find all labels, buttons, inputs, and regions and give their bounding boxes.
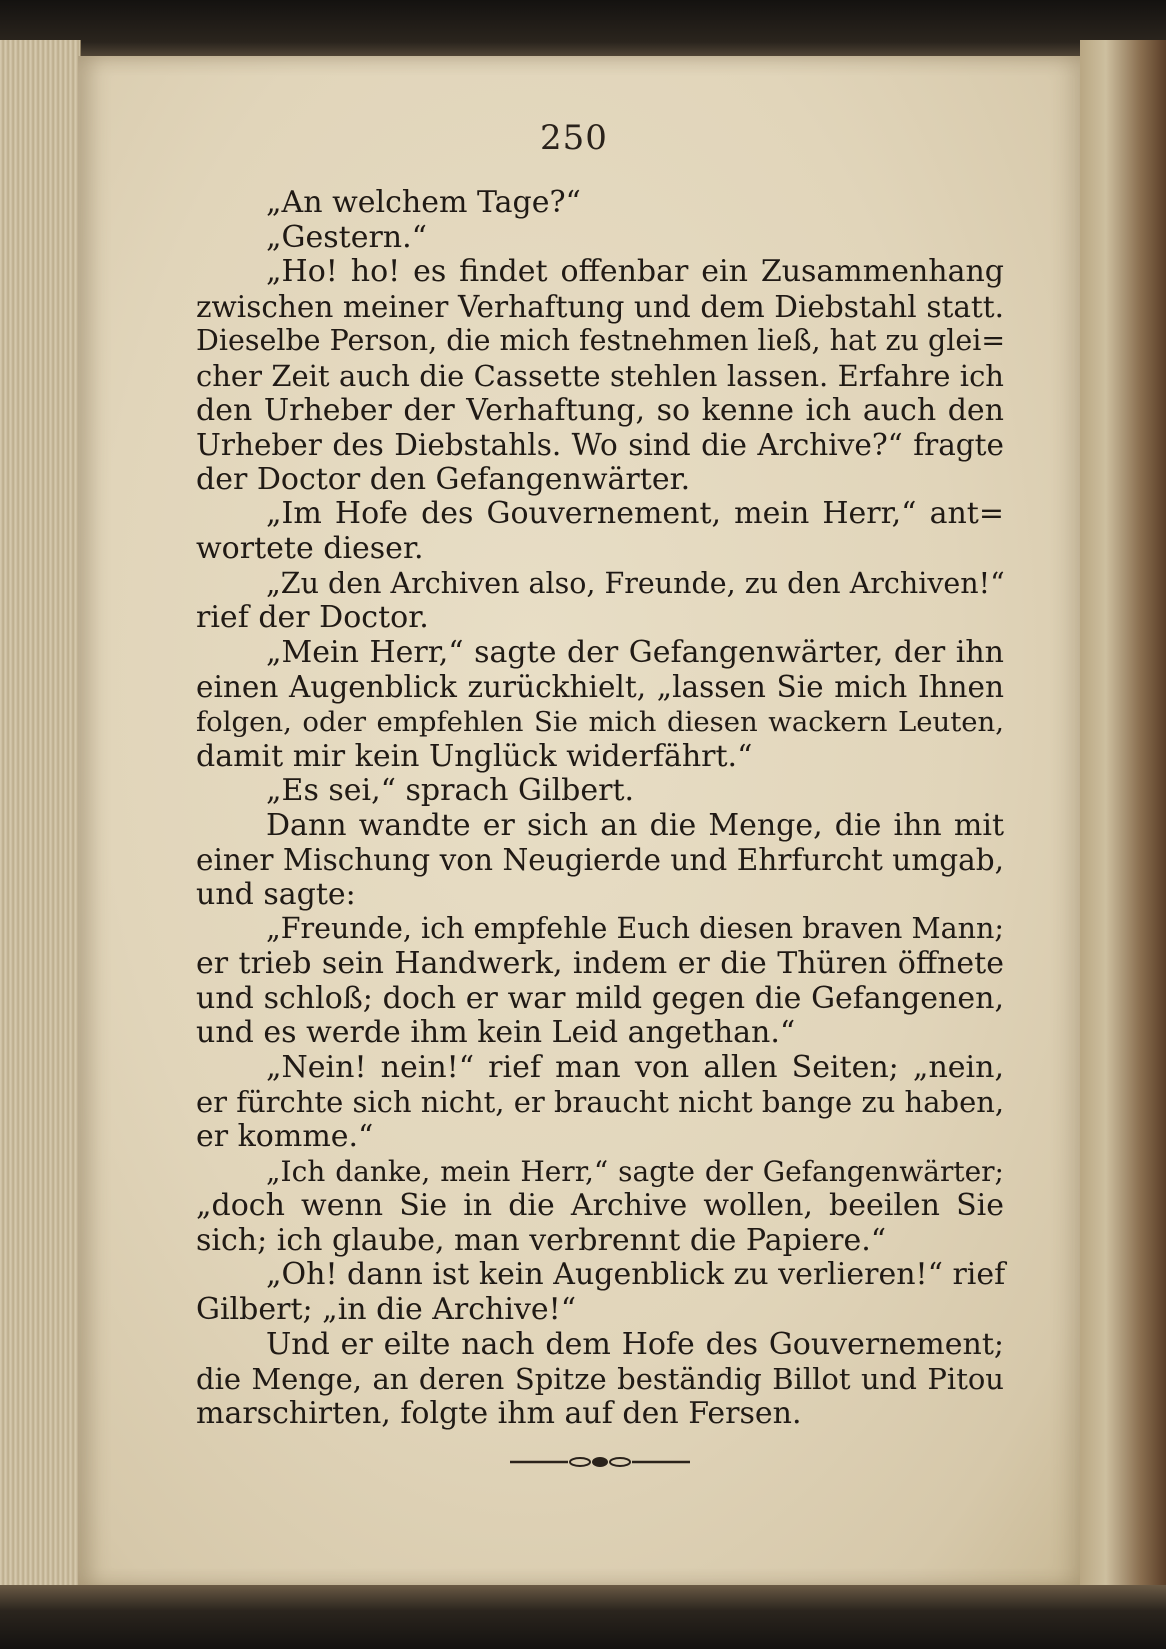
page-edges (0, 40, 81, 1600)
end-ornament (508, 1452, 692, 1472)
text-line: „Freunde, ich empfehle Euch diesen braven Mann; (266, 912, 1004, 946)
text-line: „Nein! nein!“ rief man von allen Seiten; „nein, (266, 1049, 1004, 1085)
text-line: und es werde ihm kein Leid angethan.“ (196, 1015, 796, 1051)
text-line: Gilbert; „in die Archive!“ (196, 1292, 577, 1327)
text-line: wortete dieser. (196, 530, 424, 566)
text-line: „Mein Herr,“ sagte der Gefangenwärter, der ihn (266, 634, 1004, 670)
text-line: er fürchte sich nicht, er braucht nicht bange zu haben, (196, 1085, 1005, 1120)
text-line: und sagte: (196, 876, 356, 912)
text-line: folgen, oder empfehlen Sie mich diesen wackern Leuten, (196, 705, 1004, 738)
text-line: „Ich danke, mein Herr,“ sagte der Gefangenwärter; (266, 1154, 1004, 1188)
text-line: die Menge, an deren Spitze beständig Billot und Pitou (196, 1362, 1004, 1397)
text-line: Und er eilte nach dem Hofe des Gouvernement; (266, 1326, 1004, 1362)
text-line: „An welchem Tage?“ (266, 185, 581, 220)
text-line: „Ho! ho! es findet offenbar ein Zusammenhang (266, 254, 1004, 290)
text-line: „Es sei,“ sprach Gilbert. (266, 773, 635, 809)
text-line: marschirten, folgte ihm auf den Fersen. (196, 1395, 802, 1431)
text-line: der Doctor den Gefangenwärter. (196, 461, 691, 497)
text-line: einen Augenblick zurückhielt, „lassen Sie mich Ihnen (196, 670, 1004, 705)
text-line: Dann wandte er sich an die Menge, die ihn mit (266, 807, 1004, 843)
book-bottom-shadow (0, 1585, 1166, 1649)
text-line: „doch wenn Sie in die Archive wollen, beeilen Sie (196, 1188, 1004, 1224)
text-line: Urheber des Diebstahls. Wo sind die Archive?“ fragte (196, 428, 1004, 463)
text-line: „Oh! dann ist kein Augenblick zu verlieren!“ rief (266, 1257, 1006, 1293)
book-cover-edge (1080, 40, 1166, 1600)
page-number: 250 (540, 118, 608, 158)
text-line: den Urheber der Verhaftung, so kenne ich auch den (196, 392, 1004, 428)
text-line: „Im Hofe des Gouvernement, mein Herr,“ ant= (266, 496, 1004, 532)
text-line: er trieb sein Handwerk, indem er die Thüren öffnete (196, 946, 1004, 982)
body-text (196, 186, 1004, 1431)
book-top-shadow (0, 0, 1166, 60)
text-line: „Zu den Archiven also, Freunde, zu den Archiven!“ (266, 566, 1005, 600)
text-line: damit mir kein Unglück widerfährt.“ (196, 738, 753, 774)
text-line: rief der Doctor. (196, 600, 429, 636)
text-line: cher Zeit auch die Cassette stehlen lassen. Erfahre ich (196, 358, 1004, 393)
text-line: einer Mischung von Neugierde und Ehrfurcht umgab, (196, 843, 1004, 878)
text-line: Dieselbe Person, die mich festnehmen ließ, hat zu glei= (196, 324, 1006, 358)
text-line: und schloß; doch er war mild gegen die Gefangenen, (196, 980, 1004, 1016)
text-line: sich; ich glaube, man verbrennt die Papiere.“ (196, 1222, 887, 1258)
text-line: „Gestern.“ (266, 219, 428, 255)
text-line: zwischen meiner Verhaftung und dem Diebstahl statt. (196, 289, 1004, 324)
text-line: er komme.“ (196, 1119, 374, 1155)
